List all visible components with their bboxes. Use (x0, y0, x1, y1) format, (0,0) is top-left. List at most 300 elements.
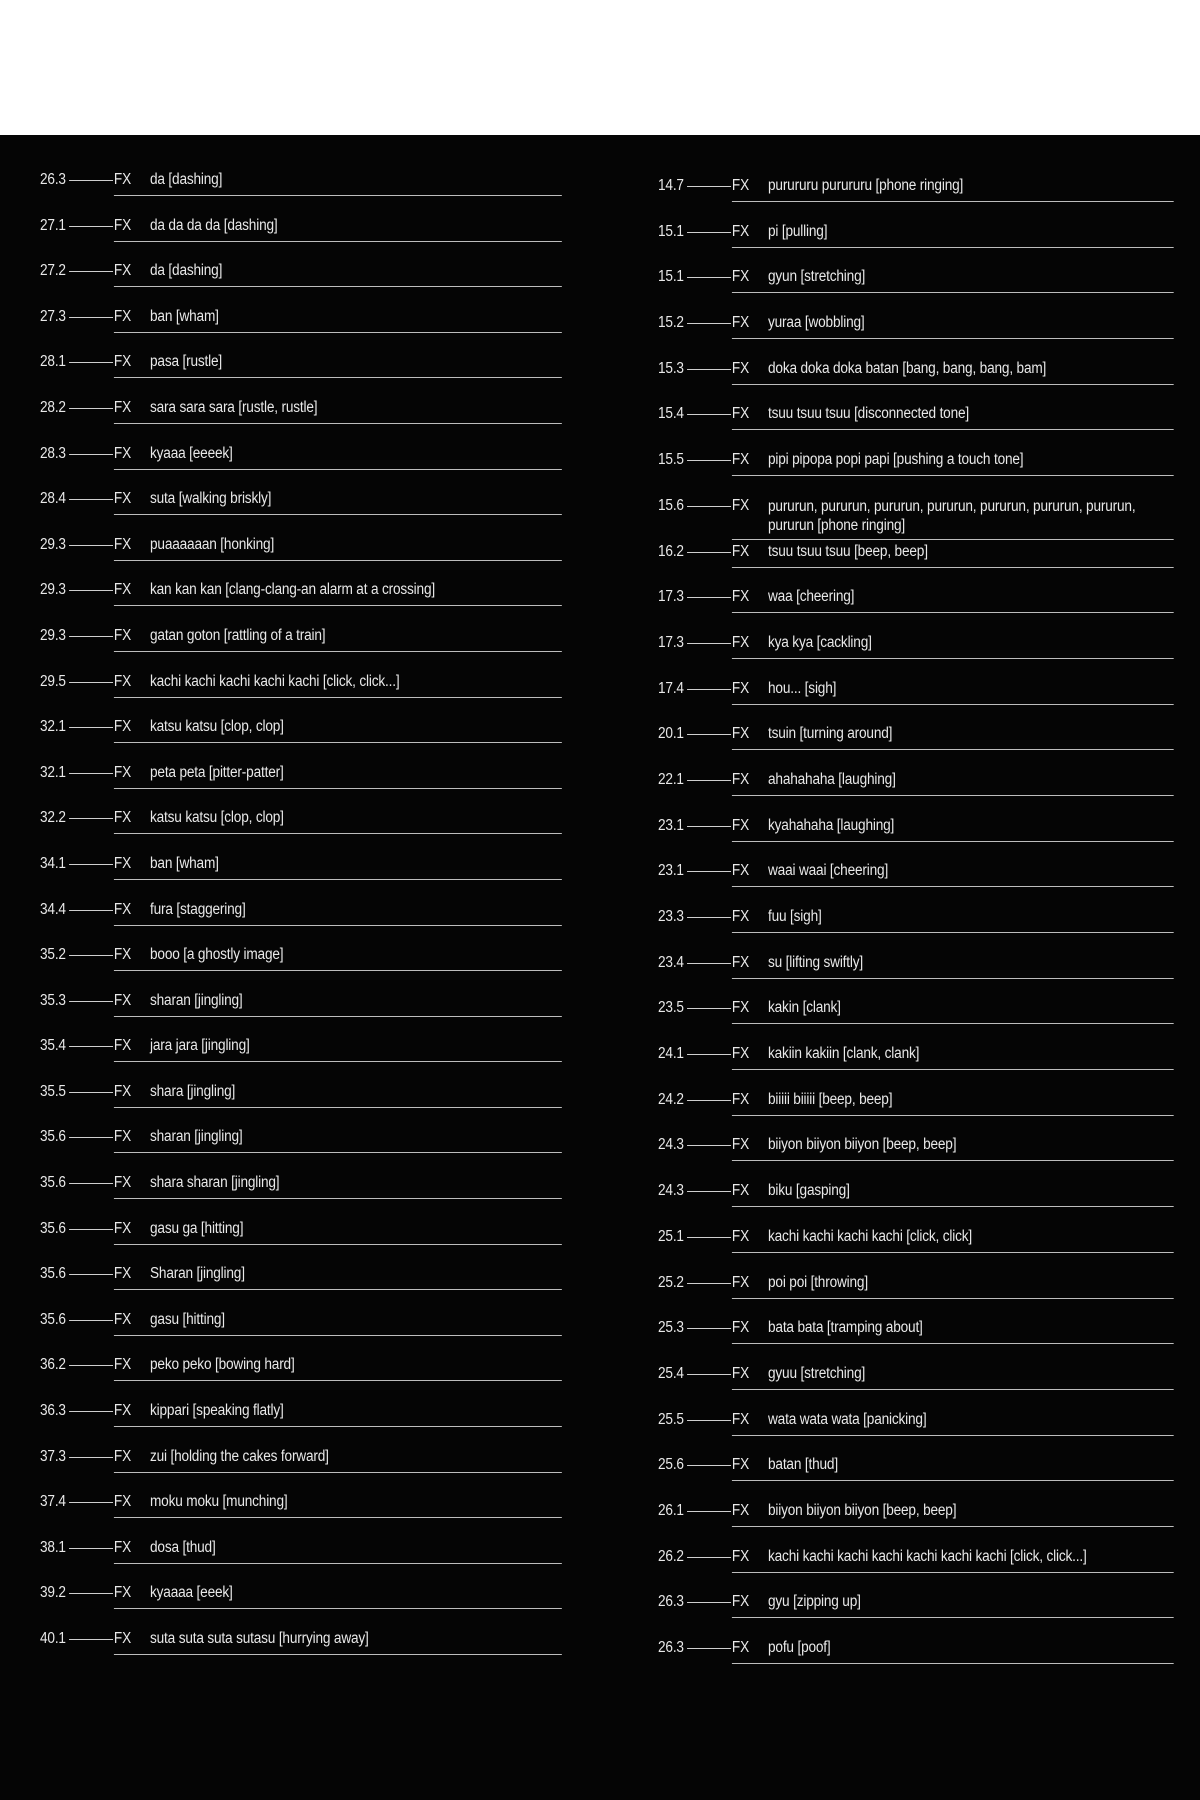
fx-entry (40, 1128, 562, 1174)
leader-dash (687, 1557, 731, 1558)
leader-dash (687, 1511, 731, 1512)
entry-underline (114, 514, 562, 515)
entry-underline (732, 795, 1174, 796)
fx-label: FX (731, 1410, 750, 1428)
fx-entry (40, 536, 562, 582)
fx-entry (40, 809, 562, 855)
entry-underline (732, 1389, 1174, 1390)
fx-entry (40, 1311, 562, 1357)
fx-translation: sara sara sara [rustle, rustle] (150, 398, 318, 416)
fx-entry (658, 1136, 1174, 1182)
leader-dash (69, 864, 113, 865)
entry-underline (732, 1206, 1174, 1207)
fx-label: FX (731, 770, 750, 788)
fx-entry (40, 718, 562, 764)
leader-dash (69, 1183, 113, 1184)
page-panel-ref: 15.2 (658, 314, 684, 332)
fx-entry (40, 1402, 562, 1448)
fx-label: FX (113, 991, 132, 1009)
leader-dash (69, 1548, 113, 1549)
fx-label: FX (731, 496, 750, 514)
leader-dash (687, 277, 731, 278)
fx-entry (658, 999, 1174, 1045)
fx-entry (658, 1502, 1174, 1548)
fx-translation: waa [cheering] (768, 588, 855, 606)
fx-translation: katsu katsu [clop, clop] (150, 718, 284, 736)
fx-translation: suta suta suta sutasu [hurrying away] (150, 1630, 369, 1647)
entry-underline (732, 429, 1174, 430)
entry-underline (114, 1563, 562, 1564)
fx-entry (40, 1174, 562, 1220)
leader-dash (69, 910, 113, 911)
page-panel-ref: 35.6 (40, 1265, 66, 1283)
fx-translation: shara sharan [jingling] (150, 1174, 280, 1192)
fx-entry (40, 1493, 562, 1539)
page-panel-ref: 24.3 (658, 1136, 684, 1154)
page-panel-ref: 25.5 (658, 1410, 684, 1428)
fx-translation: katsu katsu [clop, clop] (150, 809, 284, 827)
page-panel-ref: 26.2 (658, 1547, 684, 1565)
fx-entry (40, 627, 562, 673)
fx-entry (40, 490, 562, 536)
fx-translation: bata bata [tramping about] (768, 1319, 923, 1337)
fx-label: FX (731, 1364, 750, 1382)
fx-translation: gyun [stretching] (768, 268, 866, 286)
entry-underline (732, 567, 1174, 568)
fx-translation: gatan goton [rattling of a train] (150, 626, 326, 644)
fx-entry (40, 1083, 562, 1129)
fx-label: FX (113, 1219, 132, 1237)
fx-entry (658, 543, 1174, 589)
entry-underline (114, 286, 562, 287)
page-panel-ref: 26.3 (40, 171, 66, 188)
entry-underline (732, 1069, 1174, 1070)
page-panel-ref: 24.3 (658, 1182, 684, 1200)
page-panel-ref: 34.1 (40, 854, 66, 872)
fx-entry (40, 445, 562, 491)
page-panel-ref: 14.7 (658, 177, 684, 194)
fx-translation: da da da da [dashing] (150, 216, 278, 234)
fx-entry (40, 1448, 562, 1494)
entry-underline (114, 697, 562, 698)
entry-underline (732, 338, 1174, 339)
page-panel-ref: 37.3 (40, 1447, 66, 1465)
leader-dash (69, 1411, 113, 1412)
fx-translation: ban [wham] (150, 307, 219, 325)
entry-underline (114, 1289, 562, 1290)
entry-underline (114, 1061, 562, 1062)
fx-translation: sharan [jingling] (150, 1128, 243, 1146)
fx-entry (40, 673, 562, 719)
fx-entry (658, 451, 1174, 497)
leader-dash (687, 689, 731, 690)
fx-entry (40, 217, 562, 263)
leader-dash (69, 1502, 113, 1503)
page-panel-ref: 29.3 (40, 626, 66, 644)
fx-translation: gyuu [stretching] (768, 1364, 866, 1382)
leader-dash (69, 362, 113, 363)
leader-dash (687, 460, 731, 461)
fx-translation: poi poi [throwing] (768, 1273, 868, 1291)
fx-entry (658, 1319, 1174, 1365)
fx-translation: gasu [hitting] (150, 1310, 225, 1328)
fx-entry (40, 1630, 562, 1676)
fx-label: FX (113, 398, 132, 416)
leader-dash (69, 818, 113, 819)
fx-entry (658, 314, 1174, 360)
entry-underline (114, 377, 562, 378)
fx-label: FX (731, 542, 750, 560)
leader-dash (69, 590, 113, 591)
fx-label: FX (731, 816, 750, 834)
page-panel-ref: 15.4 (658, 405, 684, 423)
entry-underline (732, 1480, 1174, 1481)
entry-underline (114, 605, 562, 606)
entry-underline (732, 749, 1174, 750)
fx-entry (40, 171, 562, 217)
entry-underline (114, 1016, 562, 1017)
fx-label: FX (113, 535, 132, 553)
fx-translation: peko peko [bowing hard] (150, 1356, 295, 1374)
fx-translation: wata wata wata [panicking] (768, 1410, 927, 1428)
fx-label: FX (113, 1310, 132, 1328)
fx-label: FX (113, 171, 132, 188)
leader-dash (687, 369, 731, 370)
leader-dash (687, 917, 731, 918)
entry-underline (732, 475, 1174, 476)
fx-entry (40, 353, 562, 399)
fx-column-right (658, 177, 1174, 1685)
entry-underline (114, 423, 562, 424)
leader-dash (69, 1092, 113, 1093)
fx-translation: kakiin kakiin [clank, clank] (768, 1045, 920, 1063)
entry-underline (732, 539, 1174, 540)
fx-translation: suta [walking briskly] (150, 490, 272, 508)
fx-label: FX (731, 1547, 750, 1565)
fx-entry (40, 1584, 562, 1630)
page-panel-ref: 35.6 (40, 1174, 66, 1192)
fx-label: FX (731, 1456, 750, 1474)
fx-label: FX (113, 1447, 132, 1465)
fx-entry (658, 223, 1174, 269)
entry-underline (732, 1115, 1174, 1116)
fx-translation: gyu [zipping up] (768, 1593, 861, 1611)
page-panel-ref: 32.2 (40, 809, 66, 827)
entry-underline (732, 1526, 1174, 1527)
fx-label: FX (113, 216, 132, 234)
fx-entry (658, 771, 1174, 817)
leader-dash (687, 1328, 731, 1329)
fx-entry (40, 901, 562, 947)
page-panel-ref: 26.3 (658, 1639, 684, 1656)
page-panel-ref: 35.6 (40, 1219, 66, 1237)
page-panel-ref: 36.2 (40, 1356, 66, 1374)
fx-entry (658, 268, 1174, 314)
fx-entry (658, 1274, 1174, 1320)
fx-translation: kachi kachi kachi kachi kachi [click, click...] (150, 672, 400, 690)
fx-label: FX (731, 862, 750, 880)
fx-entry (40, 946, 562, 992)
fx-label: FX (731, 1182, 750, 1200)
leader-dash (69, 226, 113, 227)
fx-translation: dosa [thud] (150, 1538, 216, 1556)
fx-entry (40, 1265, 562, 1311)
fx-translation: shara [jingling] (150, 1082, 236, 1100)
entry-underline (114, 970, 562, 971)
page-panel-ref: 38.1 (40, 1538, 66, 1556)
leader-dash (69, 180, 113, 181)
fx-translation: kyaaa [eeeek] (150, 444, 233, 462)
fx-label: FX (731, 1273, 750, 1291)
fx-label: FX (113, 1584, 132, 1602)
leader-dash (687, 552, 731, 553)
leader-dash (69, 408, 113, 409)
fx-translation: booo [a ghostly image] (150, 946, 284, 964)
page-panel-ref: 35.6 (40, 1310, 66, 1328)
fx-label: FX (731, 999, 750, 1017)
fx-label: FX (113, 1128, 132, 1146)
fx-translation: doka doka doka batan [bang, bang, bang, bam] (768, 359, 1047, 377)
page-panel-ref: 28.1 (40, 353, 66, 371)
page-panel-ref: 32.1 (40, 763, 66, 781)
leader-dash (69, 317, 113, 318)
fx-label: FX (731, 1593, 750, 1611)
fx-label: FX (731, 953, 750, 971)
page-panel-ref: 37.4 (40, 1493, 66, 1511)
leader-dash (69, 682, 113, 683)
fx-label: FX (113, 1082, 132, 1100)
leader-dash (687, 186, 731, 187)
leader-dash (69, 454, 113, 455)
leader-dash (69, 545, 113, 546)
fx-label: FX (113, 262, 132, 280)
fx-glossary-sheet (0, 135, 1200, 1800)
leader-dash (69, 1320, 113, 1321)
entry-underline (114, 241, 562, 242)
fx-entry (40, 262, 562, 308)
fx-label: FX (731, 405, 750, 423)
entry-underline (114, 1426, 562, 1427)
fx-label: FX (731, 1639, 750, 1656)
page-panel-ref: 15.1 (658, 222, 684, 240)
fx-label: FX (113, 763, 132, 781)
fx-translation: gasu ga [hitting] (150, 1219, 244, 1237)
fx-translation: sharan [jingling] (150, 991, 243, 1009)
fx-entry (40, 1539, 562, 1585)
page-panel-ref: 23.3 (658, 908, 684, 925)
fx-label: FX (731, 268, 750, 286)
fx-translation: peta peta [pitter-patter] (150, 763, 284, 781)
fx-label: FX (113, 581, 132, 599)
leader-dash (687, 1420, 731, 1421)
leader-dash (687, 963, 731, 964)
entry-underline (114, 1107, 562, 1108)
fx-entry (658, 588, 1174, 634)
fx-label: FX (113, 946, 132, 964)
page-panel-ref: 25.6 (658, 1456, 684, 1474)
fx-entry (658, 1365, 1174, 1411)
fx-entry (40, 992, 562, 1038)
page-panel-ref: 35.4 (40, 1037, 66, 1055)
fx-label: FX (113, 672, 132, 690)
page-panel-ref: 35.3 (40, 991, 66, 1009)
fx-translation: su [lifting swiftly] (768, 953, 864, 971)
fx-label: FX (113, 1630, 132, 1647)
fx-translation: jara jara [jingling] (150, 1037, 250, 1055)
leader-dash (687, 1465, 731, 1466)
fx-entry (40, 399, 562, 445)
fx-translation: moku moku [munching] (150, 1493, 288, 1511)
fx-label: FX (731, 633, 750, 651)
fx-translation: kachi kachi kachi kachi kachi kachi kachi [click, click...] (768, 1547, 1087, 1565)
fx-label: FX (113, 1538, 132, 1556)
fx-translation: kyahahaha [laughing] (768, 816, 895, 834)
fx-translation: batan [thud] (768, 1456, 838, 1474)
entry-underline (732, 1617, 1174, 1618)
page-panel-ref: 23.5 (658, 999, 684, 1017)
fx-entry (658, 1091, 1174, 1137)
page-panel-ref: 35.5 (40, 1082, 66, 1100)
fx-entry (40, 764, 562, 810)
page-panel-ref: 25.3 (658, 1319, 684, 1337)
entry-underline (732, 1663, 1174, 1664)
leader-dash (69, 1001, 113, 1002)
fx-label: FX (731, 359, 750, 377)
leader-dash (69, 1457, 113, 1458)
page-panel-ref: 23.4 (658, 953, 684, 971)
leader-dash (687, 643, 731, 644)
fx-entry (658, 817, 1174, 863)
fx-translation: pasa [rustle] (150, 353, 223, 371)
fx-translation: pipi pipopa popi papi [pushing a touch tone] (768, 451, 1024, 469)
fx-translation: kya kya [cackling] (768, 633, 872, 651)
page-panel-ref: 27.1 (40, 216, 66, 234)
leader-dash (687, 506, 731, 507)
fx-entry (658, 177, 1174, 223)
fx-label: FX (113, 854, 132, 872)
fx-translation: kippari [speaking flatly] (150, 1402, 284, 1420)
page-panel-ref: 29.3 (40, 535, 66, 553)
entry-underline (732, 247, 1174, 248)
leader-dash (69, 1046, 113, 1047)
fx-translation: fuu [sigh] (768, 908, 822, 925)
fx-entry (40, 855, 562, 901)
page-panel-ref: 35.2 (40, 946, 66, 964)
leader-dash (69, 1229, 113, 1230)
fx-translation: kachi kachi kachi kachi [click, click] (768, 1227, 973, 1245)
leader-dash (687, 1191, 731, 1192)
fx-entry (40, 1220, 562, 1266)
page-panel-ref: 32.1 (40, 718, 66, 736)
fx-label: FX (113, 1174, 132, 1192)
leader-dash (687, 780, 731, 781)
fx-translation: waai waai [cheering] (768, 862, 889, 880)
leader-dash (687, 826, 731, 827)
fx-label: FX (113, 444, 132, 462)
leader-dash (687, 1054, 731, 1055)
fx-label: FX (731, 725, 750, 743)
page-panel-ref: 25.4 (658, 1364, 684, 1382)
leader-dash (687, 734, 731, 735)
fx-translation: da [dashing] (150, 262, 223, 280)
leader-dash (69, 1639, 113, 1640)
page-panel-ref: 15.3 (658, 359, 684, 377)
entry-underline (732, 978, 1174, 979)
entry-underline (732, 1160, 1174, 1161)
entry-underline (114, 925, 562, 926)
page-panel-ref: 15.6 (658, 496, 684, 514)
fx-label: FX (113, 490, 132, 508)
entry-underline (732, 1572, 1174, 1573)
leader-dash (69, 1365, 113, 1366)
entry-underline (114, 469, 562, 470)
fx-translation: zui [holding the cakes forward] (150, 1447, 329, 1465)
fx-label: FX (113, 1356, 132, 1374)
fx-label: FX (113, 900, 132, 918)
fx-label: FX (731, 451, 750, 469)
page-panel-ref: 16.2 (658, 542, 684, 560)
fx-entry (658, 862, 1174, 908)
page-panel-ref: 15.1 (658, 268, 684, 286)
fx-entry (40, 581, 562, 627)
leader-dash (687, 1283, 731, 1284)
fx-label: FX (731, 679, 750, 697)
entry-underline (114, 651, 562, 652)
leader-dash (687, 871, 731, 872)
page-panel-ref: 25.1 (658, 1227, 684, 1245)
entry-underline (114, 195, 562, 196)
page-panel-ref: 23.1 (658, 816, 684, 834)
page-panel-ref: 17.3 (658, 633, 684, 651)
fx-entry (658, 954, 1174, 1000)
fx-label: FX (731, 1090, 750, 1108)
fx-translation: puaaaaaan [honking] (150, 535, 275, 553)
entry-underline (732, 384, 1174, 385)
fx-label: FX (731, 222, 750, 240)
leader-dash (687, 597, 731, 598)
leader-dash (687, 1374, 731, 1375)
fx-translation: biiyon biiyon biiyon [beep, beep] (768, 1501, 957, 1519)
leader-dash (69, 636, 113, 637)
leader-dash (687, 1237, 731, 1238)
page-panel-ref: 28.3 (40, 444, 66, 462)
entry-underline (114, 833, 562, 834)
fx-label: FX (731, 1319, 750, 1337)
entry-underline (114, 1654, 562, 1655)
fx-entry (658, 1045, 1174, 1091)
entry-underline (114, 879, 562, 880)
page-panel-ref: 24.1 (658, 1045, 684, 1063)
page-panel-ref: 17.3 (658, 588, 684, 606)
fx-translation: biiiii biiiii [beep, beep] (768, 1090, 893, 1108)
fx-translation: pofu [poof] (768, 1639, 831, 1656)
fx-translation: purururu purururu [phone ringing] (768, 177, 964, 194)
fx-entry (40, 1356, 562, 1402)
leader-dash (687, 1100, 731, 1101)
entry-underline (732, 292, 1174, 293)
entry-underline (732, 612, 1174, 613)
leader-dash (69, 499, 113, 500)
fx-label: FX (113, 353, 132, 371)
page-panel-ref: 24.2 (658, 1090, 684, 1108)
page-panel-ref: 28.2 (40, 398, 66, 416)
page-panel-ref: 22.1 (658, 770, 684, 788)
fx-translation: kan kan kan [clang-clang-an alarm at a crossing] (150, 581, 435, 599)
leader-dash (687, 414, 731, 415)
leader-dash (687, 1648, 731, 1649)
fx-translation: ban [wham] (150, 854, 219, 872)
entry-underline (732, 1435, 1174, 1436)
